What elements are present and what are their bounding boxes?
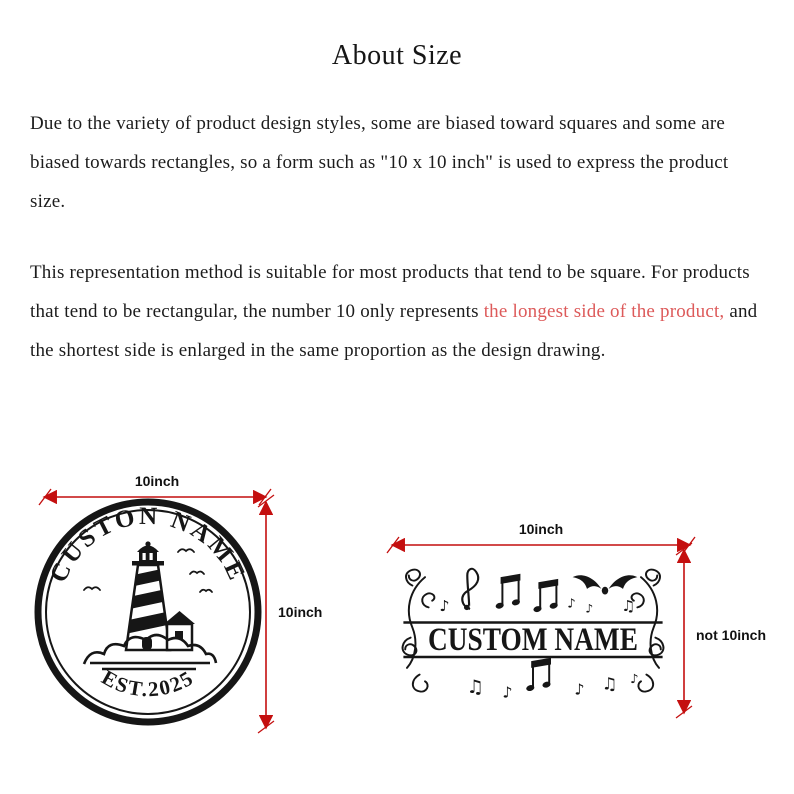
note-icon: ♪ (585, 601, 594, 616)
sign-center-name-text: CUSTOM NAME (428, 622, 638, 658)
paragraph-part-2: and the shortest side is enlarged in the same proportion as the design drawing. (30, 301, 758, 361)
note-icon: ♪ (630, 672, 639, 687)
lighthouse-sign-figure (28, 462, 338, 764)
music-sign-illustration (382, 512, 784, 730)
width-dimension-label: 10inch (134, 473, 180, 489)
beamed-notes-below-icon (525, 658, 551, 692)
body-text (0, 104, 794, 370)
paragraph-longest-side (30, 253, 764, 370)
height-dimension-label: 10inch (278, 604, 323, 620)
music-sign-icon (403, 569, 664, 701)
width-dimension-label: 10inch (518, 521, 564, 537)
svg-text:EST.2025 (98, 665, 199, 701)
note-icon: ♫ (601, 675, 618, 695)
note-icon: ♪ (439, 596, 450, 615)
longest-side-highlight: the longest side of the product, (483, 301, 725, 322)
lighthouse-sign-illustration (28, 462, 338, 764)
width-dimension-right (387, 521, 695, 553)
paragraph-part-1: This representation method is suitable for most products that tend to be square. For products that tend to be rectangular, the number 10 only represents (30, 262, 750, 322)
paragraph-size-form: Due to the variety of product design styles, some are biased toward squares and some are biased towards rectangles, so a form such as "10 x 10 inch" is used to express the product size. (30, 113, 729, 212)
sign-top-curved-text: CUSTON NAME (44, 502, 252, 587)
note-icon: ♫ (621, 596, 636, 615)
wings-icon (573, 575, 638, 594)
round-sign-icon (38, 502, 258, 722)
note-icon: ♫ (466, 675, 485, 698)
height-dimension-right (676, 543, 766, 718)
height-dimension-label: not 10inch (696, 627, 767, 643)
note-icon: ♪ (574, 680, 585, 699)
page-title: About Size (331, 40, 463, 71)
note-icon: ♪ (502, 682, 513, 702)
treble-clef-icon (462, 569, 478, 610)
sign-bottom-curved-text: EST.2025 (97, 665, 199, 702)
height-dimension-left (258, 495, 322, 733)
beamed-notes-icon (495, 574, 559, 613)
music-sign-figure (382, 512, 784, 730)
note-icon: ♪ (567, 596, 576, 612)
